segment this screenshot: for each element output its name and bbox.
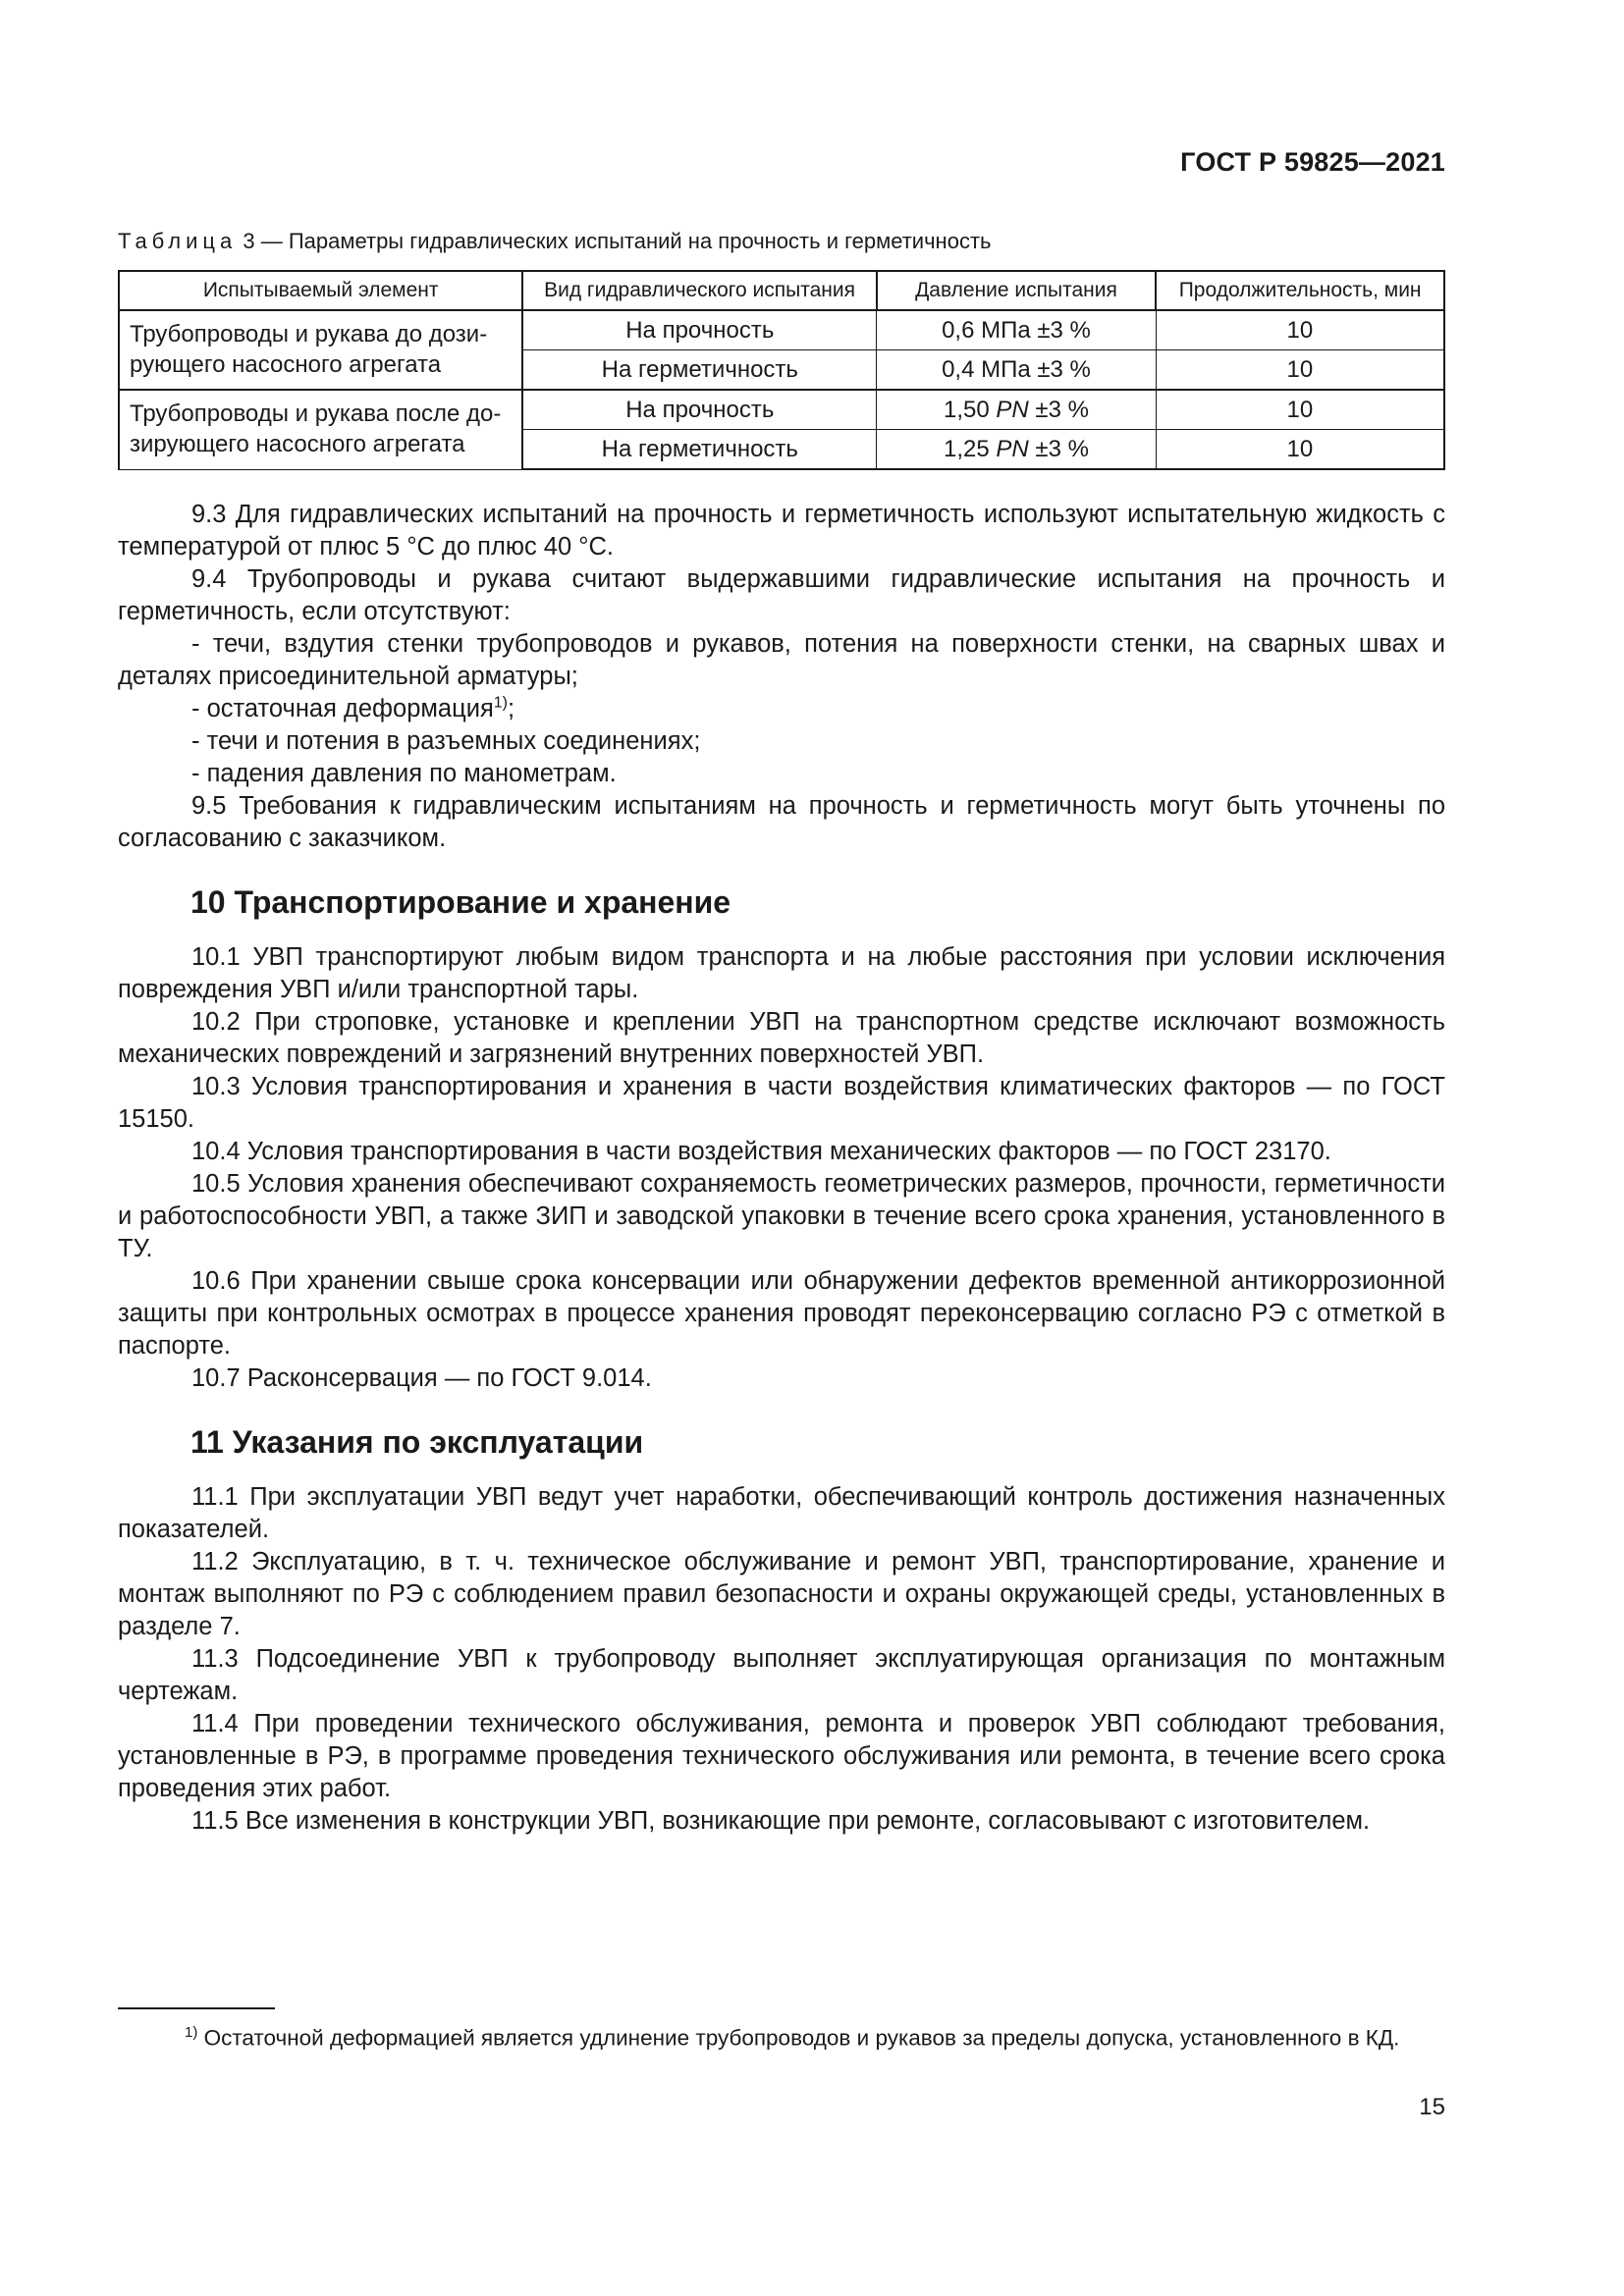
cell-test-type: На герметичность [522,350,876,391]
cell-element: Трубопроводы и рукава после до-зирующего насосного агрегата [119,390,522,469]
page-number: 15 [1419,2094,1445,2120]
paragraph-10-6: 10.6 При хранении свыше срока консервации или обнаружении дефектов временной антикоррозионной защиты при контрольных осмотрах в процессе хранения проводят переконсервацию согласно РЭ с отметкой в паспорте. [118,1267,1445,1360]
table-header-row [119,271,1444,310]
table-caption-label: Таблица [118,229,238,253]
paragraph-10-1: 10.1 УВП транспортируют любым видом транспорта и на любые расстояния при условии исключения повреждения УВП и/или транспортной тары. [118,943,1445,1003]
paragraph-11-3: 11.3 Подсоединение УВП к трубопроводу выполняет эксплуатирующая организация по монтажным чертежам. [118,1645,1445,1705]
list-item: - падения давления по манометрам. [191,760,617,787]
footnote-reference: 1) [493,694,508,712]
paragraph-11-2: 11.2 Эксплуатацию, в т. ч. техническое обслуживание и ремонт УВП, транспортирование, хранение и монтаж выполняют по РЭ с соблюдением правил безопасности и охраны окружающей среды, установленных в разделе 7. [118,1548,1445,1640]
section-heading-11: 11 Указания по эксплуатации [190,1424,644,1460]
hydraulic-test-table [118,270,1445,470]
list-item-end: ; [508,695,515,722]
table-row [119,310,1444,350]
pressure-tolerance: ±3 % [1028,396,1089,423]
paragraph-11-1: 11.1 При эксплуатации УВП ведут учет наработки, обеспечивающий контроль достижения назначенных показателей. [118,1483,1445,1543]
table-caption [118,229,991,254]
pressure-tolerance: ±3 % [1030,355,1091,383]
cell-test-type: На прочность [522,310,876,350]
column-header-duration: Продолжительность, мин [1156,271,1444,310]
table-row [119,390,1444,430]
paragraph-10-7: 10.7 Расконсервация — по ГОСТ 9.014. [191,1364,652,1392]
cell-pressure [877,350,1156,391]
cell-test-type: На прочность [522,390,876,430]
paragraph-10-5: 10.5 Условия хранения обеспечивают сохраняемость геометрических размеров, прочности, герметичности и работоспособности УВП, а также ЗИП и заводской упаковки в течение всего срока хранения, установленного в ТУ. [118,1170,1445,1262]
pressure-value: 1,25 [944,435,990,462]
cell-pressure [877,390,1156,430]
table-caption-text: 3 — Параметры гидравлических испытаний на прочность и герметичность [237,229,992,253]
footnote-text: Остаточной деформацией является удлинение трубопроводов и рукавов за пределы допуска, установленного в КД. [197,2025,1400,2051]
cell-duration: 10 [1156,310,1444,350]
section-heading-10: 10 Транспортирование и хранение [190,884,731,920]
pressure-value: 0,4 МПа [942,355,1031,383]
paragraph-10-2: 10.2 При строповке, установке и креплении УВП на транспортном средстве исключают возможность механических повреждений и загрязнений внутренних поверхностей УВП. [118,1008,1445,1068]
document-id: ГОСТ Р 59825—2021 [1180,147,1445,177]
footnote-divider [118,2007,275,2009]
list-item: - течи и потения в разъемных соединениях; [191,727,701,755]
cell-duration: 10 [1156,430,1444,470]
cell-pressure [877,430,1156,470]
cell-element: Трубопроводы и рукава до дози-рующего насосного агрегата [119,310,522,390]
pressure-tolerance: ±3 % [1028,435,1089,462]
document-body [118,499,1445,1838]
list-item: - течи, вздутия стенки трубопроводов и рукавов, потения на поверхности стенки, на сварных швах и деталях присоединительной арматуры; [118,630,1445,690]
paragraph-9-3: 9.3 Для гидравлических испытаний на прочность и герметичность используют испытательную жидкость с температурой от плюс 5 °С до плюс 40 °С. [118,501,1445,561]
pressure-unit: PN [996,435,1029,462]
cell-pressure [877,310,1156,350]
column-header-pressure: Давление испытания [877,271,1156,310]
cell-duration: 10 [1156,350,1444,391]
column-header-element: Испытываемый элемент [119,271,522,310]
footnote-marker: 1) [185,2024,198,2041]
pressure-value: 0,6 МПа [942,316,1031,344]
paragraph-11-5: 11.5 Все изменения в конструкции УВП, возникающие при ремонте, согласовывают с изготовителем. [191,1807,1371,1835]
list-item-text: - остаточная деформация [191,695,494,722]
paragraph-10-3: 10.3 Условия транспортирования и хранения в части воздействия климатических факторов — по ГОСТ 15150. [118,1073,1445,1133]
cell-duration: 10 [1156,390,1444,430]
footnote [118,2017,1445,2054]
pressure-value: 1,50 [944,396,990,423]
paragraph-9-5: 9.5 Требования к гидравлическим испытаниям на прочность и герметичность могут быть уточнены по согласованию с заказчиком. [118,792,1445,852]
paragraph-11-4: 11.4 При проведении технического обслуживания, ремонта и проверок УВП соблюдают требования, установленные в РЭ, в программе проведения технического обслуживания или ремонта, в течение всего срока проведения этих работ. [118,1710,1445,1802]
pressure-unit: PN [996,396,1029,423]
cell-test-type: На герметичность [522,430,876,470]
list-item [118,693,1445,725]
column-header-test-type: Вид гидравлического испытания [522,271,876,310]
paragraph-9-4: 9.4 Трубопроводы и рукава считают выдержавшими гидравлические испытания на прочность и герметичность, если отсутствуют: [118,565,1445,625]
paragraph-10-4: 10.4 Условия транспортирования в части воздействия механических факторов — по ГОСТ 23170. [191,1138,1331,1165]
pressure-tolerance: ±3 % [1030,316,1091,344]
